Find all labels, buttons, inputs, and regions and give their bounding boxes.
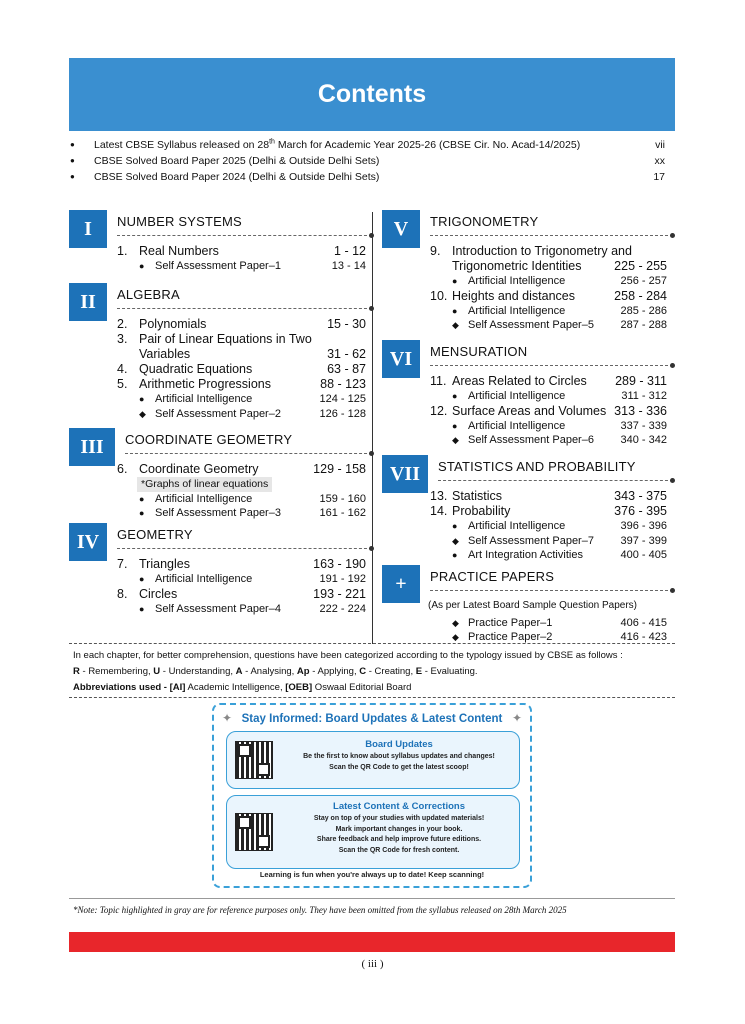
diamond-bullet-icon: ◆ — [139, 408, 146, 419]
chapter-number: 1. — [117, 244, 128, 258]
page-range: 161 - 162 — [319, 507, 366, 519]
bullet-icon: ● — [139, 261, 145, 271]
page-range: 311 - 312 — [621, 390, 667, 402]
page-range: 313 - 336 — [614, 403, 667, 418]
unit-numeral-box: IV — [69, 523, 107, 561]
page-range: 124 - 125 — [319, 393, 366, 405]
toc-chapter[interactable]: 13. Statistics 343 - 375 — [430, 489, 667, 503]
page-ref: 17 — [653, 171, 665, 183]
toc-subitem[interactable]: ● Art Integration Activities 400 - 405 — [452, 549, 667, 561]
typology-intro: In each chapter, for better comprehension, questions have been categorized according to the typology issued by CBSE as follows : — [73, 650, 623, 661]
toc-chapter[interactable]: 11. Areas Related to Circles 289 - 311 — [430, 374, 667, 388]
page-range: 225 - 255 — [614, 259, 667, 273]
chapter-number: 6. — [117, 462, 128, 476]
toc-chapter[interactable]: 6. Coordinate Geometry 129 - 158 — [117, 462, 366, 476]
chapter-number: 12. — [430, 403, 448, 418]
page-range: 159 - 160 — [319, 492, 366, 505]
toc-chapter[interactable]: Trigonometric Identities 225 - 255 — [452, 259, 667, 273]
unit-numeral-box: VII — [382, 455, 428, 493]
unit-rule — [430, 235, 673, 236]
unit-numeral-box: I — [69, 210, 107, 248]
page-range: 163 - 190 — [313, 557, 366, 571]
page-range: 15 - 30 — [327, 317, 366, 331]
toc-subitem[interactable]: ● Artificial Intelligence 124 - 125 — [139, 393, 366, 405]
qr-footer: Learning is fun when you're always up to date! Keep scanning! — [259, 870, 485, 879]
diamond-bullet-icon: ◆ — [452, 535, 459, 546]
diamond-bullet-icon: ◆ — [452, 632, 459, 642]
page-range: 31 - 62 — [327, 347, 366, 361]
unit-heading[interactable]: GEOMETRY — [117, 527, 193, 542]
celebration-icon: ✦ — [511, 711, 522, 725]
unit-heading[interactable]: MENSURATION — [430, 344, 528, 359]
unit-numeral-box: III — [69, 428, 115, 466]
toc-subitem[interactable]: ● Self Assessment Paper–3 161 - 162 — [139, 507, 366, 519]
chapter-number: 13. — [430, 489, 448, 503]
page-range: 222 - 224 — [319, 602, 366, 615]
toc-subitem[interactable]: ● Artificial Intelligence 191 - 192 — [139, 573, 366, 585]
toc-chapter[interactable]: 9. Introduction to Trigonometry and — [430, 244, 632, 258]
toc-subitem[interactable]: ◆ Self Assessment Paper–7 397 - 399 — [452, 534, 667, 547]
bullet-icon: ● — [452, 305, 458, 316]
toc-chapter[interactable]: 2. Polynomials 15 - 30 — [117, 317, 366, 331]
contents-banner — [69, 58, 675, 131]
top-list — [69, 137, 675, 185]
toc-chapter[interactable]: 3. Pair of Linear Equations in Two — [117, 332, 312, 346]
toc-chapter[interactable]: 8. Circles 193 - 221 — [117, 586, 366, 601]
page-range: 1 - 12 — [334, 244, 366, 258]
unit-rule — [117, 235, 372, 236]
toc-subitem[interactable]: ◆ Self Assessment Paper–2 126 - 128 — [139, 407, 366, 420]
divider — [69, 697, 675, 698]
divider — [69, 898, 675, 899]
unit-numeral-box: II — [69, 283, 107, 321]
card-caption: Latest Content & Corrections — [333, 801, 465, 812]
unit-rule — [430, 590, 673, 591]
toc-chapter[interactable]: 1. Real Numbers 1 - 12 — [117, 244, 366, 258]
chapter-number: 8. — [117, 586, 128, 601]
toc-subitem[interactable]: ● Artificial Intelligence 159 - 160 — [139, 492, 366, 505]
toc-subitem[interactable]: ● Artificial Intelligence 256 - 257 — [452, 275, 667, 287]
unit-numeral-box: + — [382, 565, 420, 603]
unit-numeral-box: V — [382, 210, 420, 248]
chapter-number: 2. — [117, 317, 128, 331]
chapter-number: 9. — [430, 244, 441, 258]
page-ref: vii — [655, 139, 665, 151]
unit-rule — [117, 548, 372, 549]
page-range: 396 - 396 — [620, 520, 667, 532]
bullet-icon: ● — [139, 508, 145, 518]
toc-subitem[interactable]: ◆ Self Assessment Paper–6 340 - 342 — [452, 434, 667, 446]
list-item[interactable]: ● CBSE Solved Board Paper 2024 (Delhi & Outside Delhi Sets) 17 — [69, 169, 675, 185]
bullet-icon: ● — [452, 420, 458, 431]
bullet-icon: ● — [139, 574, 145, 584]
page-range: 289 - 311 — [615, 374, 667, 388]
celebration-icon: ✦ — [222, 711, 233, 725]
chapter-number: 7. — [117, 557, 128, 571]
toc-subitem[interactable]: ◆ Practice Paper–2 416 - 423 — [452, 631, 667, 643]
page-range: 63 - 87 — [327, 362, 366, 376]
bullet-icon: ● — [452, 391, 458, 401]
bullet-icon: ● — [452, 276, 458, 286]
unit-heading[interactable]: STATISTICS AND PROBABILITY — [438, 459, 636, 474]
diamond-bullet-icon: ◆ — [452, 435, 459, 445]
chapter-number: 3. — [117, 332, 128, 346]
toc-chapter[interactable]: 4. Quadratic Equations 63 - 87 — [117, 362, 366, 376]
page-number: ( iii ) — [361, 958, 384, 970]
qr-panel-title: Stay Informed: Board Updates & Latest Content — [241, 713, 503, 725]
toc-subitem[interactable]: ● Artificial Intelligence 285 - 286 — [452, 304, 667, 317]
page-range: 88 - 123 — [320, 377, 366, 391]
unit-heading[interactable]: TRIGONOMETRY — [430, 214, 539, 229]
unit-subtitle: (As per Latest Board Sample Question Papers) — [428, 600, 637, 611]
diamond-bullet-icon: ◆ — [452, 617, 459, 628]
abbreviations: Abbreviations used - [AI] Academic Intelligence, [OEB] Oswaal Editorial Board — [73, 682, 412, 693]
page-range: 191 - 192 — [319, 573, 366, 585]
bullet-icon: ● — [139, 493, 145, 504]
chapter-number: 5. — [117, 377, 128, 391]
list-item[interactable]: ● CBSE Solved Board Paper 2025 (Delhi & Outside Delhi Sets) xx — [69, 153, 675, 169]
chapter-number: 4. — [117, 362, 128, 376]
page-ref: xx — [654, 155, 665, 167]
highlighted-topic[interactable]: *Graphs of linear equations — [69, 477, 374, 492]
toc-subitem[interactable]: ◆ Self Assessment Paper–5 287 - 288 — [452, 319, 667, 331]
toc-chapter[interactable]: Variables 31 - 62 — [139, 347, 366, 361]
unit-rule — [125, 453, 372, 454]
page-range: 416 - 423 — [620, 631, 667, 643]
page-range: 129 - 158 — [313, 462, 366, 476]
chapter-number: 10. — [430, 288, 448, 303]
unit-heading[interactable]: ALGEBRA — [117, 287, 180, 302]
toc-chapter[interactable]: 5. Arithmetic Progressions 88 - 123 — [117, 377, 366, 391]
typology-legend: R - Remembering, U - Understanding, A - Analysing, Ap - Applying, C - Creating, E - Evaluating. — [73, 666, 478, 677]
toc-chapter[interactable]: 7. Triangles 163 - 190 — [117, 557, 366, 571]
qr-code-icon[interactable] — [235, 813, 273, 851]
chapter-number: 11. — [430, 374, 447, 388]
page-range: 193 - 221 — [313, 586, 366, 601]
page-range: 126 - 128 — [319, 407, 366, 420]
chapter-number: 14. — [430, 504, 448, 518]
divider — [69, 643, 675, 644]
toc-subitem[interactable]: ● Artificial Intelligence 396 - 396 — [452, 520, 667, 532]
page-range: 337 - 339 — [620, 419, 667, 432]
page-title: Contents — [317, 80, 427, 108]
toc-subitem[interactable]: ◆ Practice Paper–1 406 - 415 — [452, 616, 667, 629]
card-caption: Board Updates — [365, 739, 433, 750]
unit-heading[interactable]: COORDINATE GEOMETRY — [125, 432, 293, 447]
page-range: 287 - 288 — [620, 319, 667, 331]
page-range: 400 - 405 — [620, 549, 667, 561]
bullet-icon: ● — [139, 603, 145, 614]
qr-panel — [212, 703, 532, 888]
unit-heading[interactable]: NUMBER SYSTEMS — [117, 214, 242, 229]
page-range: 340 - 342 — [620, 434, 667, 446]
list-item[interactable]: ● Latest CBSE Syllabus released on 28th March for Academic Year 2025-26 (CBSE Cir. No. Acad-14/2025) vii — [69, 137, 675, 153]
qr-code-icon[interactable] — [235, 741, 273, 779]
unit-numeral-box: VI — [382, 340, 420, 378]
unit-rule — [438, 480, 673, 481]
bullet-icon: ● — [452, 550, 458, 560]
latest-content-card: Latest Content & Corrections Stay on top of your studies with updated materials! Mark important changes in your book. Share feedback and help improve future editions. Scan the QR Code for fresh content. — [226, 795, 520, 869]
board-updates-card: Board Updates Be the first to know about syllabus updates and changes! Scan the QR Code to get the latest scoop! — [226, 731, 520, 789]
page-range: 13 - 14 — [331, 260, 366, 272]
toc-subitem[interactable]: ● Artificial Intelligence 337 - 339 — [452, 419, 667, 432]
page-range: 343 - 375 — [614, 489, 667, 503]
toc-subitem[interactable]: ● Self Assessment Paper–4 222 - 224 — [139, 602, 366, 615]
toc-subitem[interactable]: ● Artificial Intelligence 311 - 312 — [452, 390, 667, 402]
bullet-icon: ● — [452, 521, 458, 531]
page-range: 256 - 257 — [620, 275, 667, 287]
footnote: *Note: Topic highlighted in gray are for reference purposes only. They have been omitted from the syllabus released on 28th March 2025 — [73, 905, 567, 915]
toc-chapter[interactable]: 10. Heights and distances 258 - 284 — [430, 288, 667, 303]
diamond-bullet-icon: ◆ — [452, 320, 459, 330]
page-range: 406 - 415 — [620, 616, 667, 629]
toc-chapter[interactable]: 14. Probability 376 - 395 — [430, 504, 667, 518]
page-range: 258 - 284 — [614, 288, 667, 303]
page-range: 397 - 399 — [620, 534, 667, 547]
typology-notes — [73, 648, 673, 696]
footer-bar — [69, 932, 675, 952]
unit-rule — [117, 308, 372, 309]
page-range: 285 - 286 — [620, 304, 667, 317]
unit-rule — [430, 365, 673, 366]
toc-subitem[interactable]: ● Self Assessment Paper–1 13 - 14 — [139, 260, 366, 272]
bullet-icon: ● — [139, 394, 145, 404]
unit-heading[interactable]: PRACTICE PAPERS — [430, 569, 555, 584]
toc-chapter[interactable]: 12. Surface Areas and Volumes 313 - 336 — [430, 403, 667, 418]
page-range: 376 - 395 — [614, 504, 667, 518]
